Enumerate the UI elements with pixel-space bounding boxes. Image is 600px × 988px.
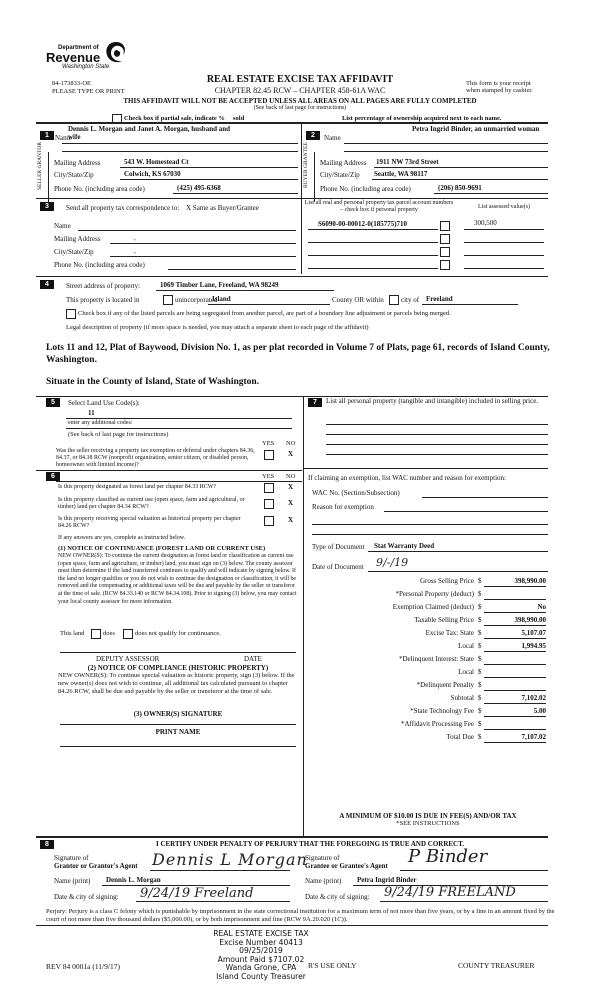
land-use-see-back: (See back of last page for instructions) [68, 431, 169, 438]
fin-row-currency: $ [478, 668, 482, 676]
section-8-badge: 8 [40, 840, 54, 849]
fin-row-underline [484, 651, 546, 652]
historic-question: Is this property receiving special valuation as historical property per chapter 84.26 RCW? [58, 516, 241, 529]
minimum-note: A MINIMUM OF $10.00 IS DUE IN FEE(S) AND/OR TAX [339, 812, 517, 820]
deputy-assessor-label: DEPUTY ASSESSOR [96, 655, 160, 663]
send-correspondence-label: Send all property tax correspondence to: [66, 204, 180, 212]
street-value: 1069 Timber Lane, Freeland, WA 98249 [160, 281, 279, 289]
fin-row-currency: $ [478, 577, 482, 585]
corr-mailing-label: Mailing Address [54, 235, 101, 243]
certify-statement: I CERTIFY UNDER PENALTY OF PERJURY THAT THE FOREGOING IS TRUE AND CORRECT. [155, 840, 464, 848]
fin-row-currency: $ [478, 603, 482, 611]
if-yes-note: If any answers are yes, complete as instructed below. [58, 535, 186, 541]
fin-row-value: 7,102.02 [521, 694, 546, 702]
seller-name-value-1: Dennis L. Morgan and Janet A. Morgan, husband and [68, 125, 231, 133]
partial-sale-label: Check box if partial sale, indicate % [124, 115, 225, 122]
fin-row-value: 398,990.00 [514, 577, 546, 585]
section-1-badge: 1 [40, 131, 54, 140]
forest-answer: X [288, 483, 294, 491]
doc-date-label: Date of Document [312, 563, 364, 571]
fin-row-label: Total Due [446, 733, 474, 741]
parcel-4-personal-checkbox[interactable] [440, 260, 450, 270]
buyer-name-label: Name [324, 134, 341, 142]
grantee-signature: P Binder [408, 846, 488, 867]
fin-row-currency: $ [478, 681, 482, 689]
fin-row-label: *Delinquent Interest: State [398, 655, 474, 663]
fin-row-label: Excise Tax: State [425, 629, 474, 637]
fin-row-underline [484, 612, 546, 613]
unincorporated-checkbox[interactable] [163, 295, 173, 305]
section-2-badge: 2 [306, 131, 320, 140]
seller-city-label: City/State/Zip [54, 171, 94, 179]
s5-no-header: NO [286, 440, 296, 447]
additional-codes-label: enter any additional codes: [68, 420, 133, 426]
current-use-yes-checkbox[interactable] [264, 499, 274, 509]
city-value: Freeland [426, 295, 453, 303]
fin-row-currency: $ [478, 616, 482, 624]
buyer-name-value: Petra Ingrid Binder, an unmarried woman [412, 125, 540, 133]
this-land-label: This land [60, 630, 85, 637]
grantor-date-label: Date & city of signing: [54, 893, 119, 901]
legal-note: Legal description of property (if more space is needed, you may attach a separate sheet to each page of the affidavit) [66, 324, 369, 331]
parcel-2-personal-checkbox[interactable] [440, 234, 450, 244]
section-7-badge: 7 [308, 398, 322, 407]
deputy-date-label: DATE [244, 655, 262, 663]
wac-label: WAC No. (Section/Subsection) [312, 489, 400, 497]
perjury-note: Perjury: Perjury is a class C felony which is punishable by imprisonment in the state correctional institution for a maximum term of not more than five years, or by a fine in an amount fixed by the court of not more than five thousand dollars ($5,000.00), or by both imprisonment and fine (RCW 9A.20.020 (1C)). [46, 908, 555, 923]
corr-name-label: Name [54, 222, 71, 230]
stamp-line-5: Wanda Grone, CPA [225, 963, 297, 973]
seller-city-value: Colwich, KS 67030 [124, 170, 181, 178]
parcel-value: S6090-00-00012-0(185775)710 [318, 220, 408, 228]
land-use-value: 11 [88, 409, 95, 417]
doc-type-value: Stat Warranty Deed [374, 542, 435, 550]
buyer-city-value: Seattle, WA 98117 [374, 170, 428, 178]
fin-row-currency: $ [478, 590, 482, 598]
fin-row-underline [484, 729, 546, 730]
stamp-line-3: 09/25/2019 [239, 946, 283, 956]
county-or-label: County OR within [332, 296, 384, 304]
section-6-badge: 6 [46, 472, 60, 481]
s5-yes-header: YES [262, 440, 275, 447]
grantor-sig-label-1: Signature of [54, 854, 89, 862]
see-instructions: *SEE INSTRUCTIONS [396, 820, 460, 827]
buyer-phone-label: Phone No. (including area code) [320, 185, 411, 193]
warning-text: THIS AFFIDAVIT WILL NOT BE ACCEPTED UNLESS ALL AREAS ON ALL PAGES ARE FULLY COMPLETED [123, 97, 477, 105]
buyer-side-label: BUYER GRANTEE [303, 142, 309, 188]
forest-yes-checkbox[interactable] [264, 483, 274, 493]
parcel-1-personal-checkbox[interactable] [440, 221, 450, 231]
current-use-answer: X [288, 499, 294, 507]
fin-row-underline [484, 677, 546, 678]
located-prefix: This property is located in [66, 296, 140, 304]
land-does-checkbox[interactable] [91, 629, 101, 639]
page-title: REAL ESTATE EXCISE TAX AFFIDAVIT [206, 74, 394, 85]
fin-row-currency: $ [478, 694, 482, 702]
doc-date-value: 9/-/19 [376, 556, 409, 569]
grantor-name-value: Dennis L. Morgan [106, 876, 161, 884]
grantee-sig-label-2: Grantee or Grantee's Agent [305, 862, 388, 870]
segregated-checkbox[interactable] [66, 309, 76, 319]
fin-row-underline [484, 586, 546, 587]
print-name-label: PRINT NAME [155, 728, 201, 736]
section-4-badge: 4 [40, 280, 54, 289]
buyer-city-label: City/State/Zip [320, 171, 360, 179]
section-5-badge: 5 [46, 398, 60, 407]
fin-row-label: Local [458, 642, 474, 650]
fin-row-currency: $ [478, 655, 482, 663]
parcel-header: List all real and personal property tax parcel account numbers – check box if personal property [304, 200, 454, 213]
land-does-not-checkbox[interactable] [123, 629, 133, 639]
doc-type-label: Type of Document [312, 543, 365, 551]
stamp-line-1: REAL ESTATE EXCISE TAX [213, 929, 309, 938]
city-of-label: city of [401, 296, 420, 304]
notice1-title: (1) NOTICE OF CONTINUANCE (FOREST LAND OR CURRENT USE) [58, 545, 266, 552]
fin-row-underline [484, 690, 546, 691]
fin-row-underline [484, 638, 546, 639]
fin-row-currency: $ [478, 720, 482, 728]
grantee-date-label: Date & city of signing: [305, 893, 370, 901]
situate-text: Situate in the County of Island, State of Washington. [46, 377, 260, 387]
land-does-label: does [103, 630, 115, 637]
chapter-ref: CHAPTER 82.45 RCW – CHAPTER 458-61A WAC [214, 86, 386, 95]
land-does-not-label: does not qualify for continuance. [135, 630, 221, 637]
dept-line2: Revenue [46, 50, 101, 65]
users-only-label: R'S USE ONLY [308, 961, 357, 970]
stamp-line-2: Excise Number 40413 [219, 937, 303, 947]
fin-row-label: *Affidavit Processing Fee [401, 720, 474, 728]
grantee-sig-label-1: Signature of [305, 854, 340, 862]
current-use-question: Is this property classified as current use (open space, farm and agricultural, or timber) land per chapter 84.34 RCW? [58, 497, 245, 510]
seller-side-label: SELLER GRANTOR [37, 141, 43, 190]
fin-row-currency: $ [478, 629, 482, 637]
grantor-sig-label-2: Grantor or Grantor's Agent [54, 862, 138, 870]
exemption-question: Was the seller receiving a property tax exemption or deferral under chapters 84.36, 84.37, or 84.38 RCW (nonprofit organization, senior citizen, or disabled person, homeowner with limited income)? [56, 448, 255, 468]
corr-city-value: , [134, 247, 136, 255]
stamp-line-4: Amount Paid $7107.02 [217, 954, 305, 964]
fin-row-value: 5,107.07 [521, 629, 546, 637]
buyer-mailing-value: 1911 NW 73rd Street [376, 158, 439, 166]
county-value: Island [212, 295, 231, 303]
s6-yes-header: YES [262, 473, 275, 480]
grantor-signature: Dennis L Morgan [152, 850, 308, 869]
fin-row-underline [484, 625, 546, 626]
fin-row-currency: $ [478, 707, 482, 715]
grantee-name-value: Petra Ingrid Binder [357, 876, 417, 884]
parcel-3-personal-checkbox[interactable] [440, 247, 450, 257]
fin-row-value: 7,107.02 [521, 733, 546, 741]
assessed-value: 300,500 [474, 219, 497, 227]
exemption-claim-label: If claiming an exemption, list WAC number and reason for exemption: [308, 474, 506, 482]
fin-row-value: 1,994.95 [521, 642, 546, 650]
fin-row-underline [484, 703, 546, 704]
form-id: 84-173833-OE [52, 80, 91, 87]
unincorporated-label: unincorporated [175, 296, 218, 304]
excise-stamp [186, 930, 336, 982]
dept-line1: Department of [58, 45, 99, 51]
fin-row-label: *State Technology Fee [410, 707, 474, 715]
notice1-body: NEW OWNER(S): To continue the current designation as forest land or classification as current use (open space, farm and agriculture, or timber) land, you must sign on (3) below. The county assessor must then determine if the land transferred continues to qualify and will indicate by signing below. If the land no longer qualifies or you do not wish to continue the designation or classification, it will be removed and the compensating or additional taxes will be due and payable by the seller or transferor at the time of sale. (RCW 84.33.140 or RCW 84.34.108). Prior to signing (3) below, you may contact your local county assessor for more information. [58, 553, 297, 605]
buyer-mailing-label: Mailing Address [320, 159, 367, 167]
fin-row-label: *Delinquent Penalty [416, 681, 474, 689]
fin-row-underline [484, 599, 546, 600]
personal-property-label: List all personal property (tangible and intangible) included in selling price. [326, 397, 539, 405]
receipt-note-2: when stamped by cashier. [466, 87, 533, 94]
land-use-label: Select Land Use Code(s): [68, 399, 140, 407]
section-3-badge: 3 [40, 202, 54, 211]
see-back-note: (See back of last page for instructions) [253, 105, 347, 111]
grantor-date-city: 9/24/19 Freeland [140, 886, 254, 901]
seller-mailing-value: 543 W. Homestead Ct [124, 158, 189, 166]
historic-answer: X [288, 516, 294, 524]
fin-row-label: Subtotal [450, 694, 474, 702]
notice2-title: (2) NOTICE OF COMPLIANCE (HISTORIC PROPERTY) [87, 664, 269, 672]
fin-row-underline [484, 716, 546, 717]
fin-row-currency: $ [478, 733, 482, 741]
dor-logo-swirl-icon [104, 40, 128, 66]
rev-number: REV 84 0001a (11/9/17) [46, 962, 120, 971]
fin-row-label: Taxable Selling Price [414, 616, 474, 624]
fin-row-underline [484, 664, 546, 665]
stamp-line-6: Island County Treasurer [216, 971, 306, 981]
print-note: PLEASE TYPE OR PRINT [52, 88, 125, 95]
s6-no-header: NO [286, 473, 296, 480]
city-of-checkbox[interactable] [389, 295, 399, 305]
sold-label: sold [233, 115, 245, 122]
legal-description: Lots 11 and 12, Plat of Baywood, Division No. 1, as per plat recorded in Volume 7 of Plats, page 61, records of Island County, Washington. [46, 343, 550, 365]
fin-row-underline [484, 742, 546, 743]
fin-row-label: Local [458, 668, 474, 676]
fin-row-label: Exemption Claimed (deduct) [392, 603, 474, 611]
corr-city-label: City/State/Zip [54, 248, 94, 256]
dept-line3: Washington State [62, 64, 110, 70]
buyer-phone-value: (206) 850-9691 [438, 184, 482, 192]
county-treasurer-label: COUNTY TREASURER [458, 961, 535, 970]
seller-name-value-2: wife [68, 133, 81, 141]
fin-row-label: *Personal Property (deduct) [395, 590, 474, 598]
assessed-header: List assessed value(s) [478, 204, 530, 210]
grantee-date-city: 9/24/19 FREELAND [384, 885, 516, 900]
grantee-name-label: Name (print) [305, 877, 342, 885]
s5-exempt-yes-checkbox[interactable] [264, 450, 274, 460]
grantor-name-label: Name (print) [54, 877, 91, 885]
send-correspondence-value: X Same as Buyer/Grantee [186, 204, 259, 212]
seller-phone-label: Phone No. (including area code) [54, 185, 145, 193]
fin-row-value: 398,990.00 [514, 616, 546, 624]
boundary-note: Check box if any of the listed parcels are being segregated from another parcel, are part of a boundary line adjustment or parcels being merged. [78, 310, 451, 317]
corr-mailing-value: , [134, 234, 136, 242]
historic-yes-checkbox[interactable] [264, 516, 274, 526]
fin-row-currency: $ [478, 642, 482, 650]
fin-row-value: 5.00 [533, 707, 546, 715]
s5-exempt-answer: X [288, 450, 294, 458]
street-label: Street address of property: [66, 282, 141, 290]
fin-row-value: No [537, 603, 546, 611]
receipt-note-1: This form is your receipt [466, 80, 531, 87]
list-pct-label: List percentage of ownership acquired next to each name. [342, 115, 502, 122]
owner-signature-label: (3) OWNER(S) SIGNATURE [133, 710, 223, 718]
fin-row-label: Gross Selling Price [419, 577, 474, 585]
corr-phone-label: Phone No. (including area code) [54, 261, 145, 269]
notice2-body: NEW OWNER(S): To continue special valuation as historic property, sign (3) below. If the new owner(s) does not wish to continue, all additional tax calculated pursuant to chapter 84.26 RCW, shall be due and payable by the seller or transferor at the time of sale. [58, 672, 295, 695]
forest-question: Is this property designated as forest land per chapter 84.33 RCW? [58, 484, 217, 490]
seller-phone-value: (425) 495-6368 [177, 184, 221, 192]
reason-label: Reason for exemption [312, 503, 374, 511]
seller-name-label: Name [55, 134, 72, 142]
seller-mailing-label: Mailing Address [54, 159, 101, 167]
